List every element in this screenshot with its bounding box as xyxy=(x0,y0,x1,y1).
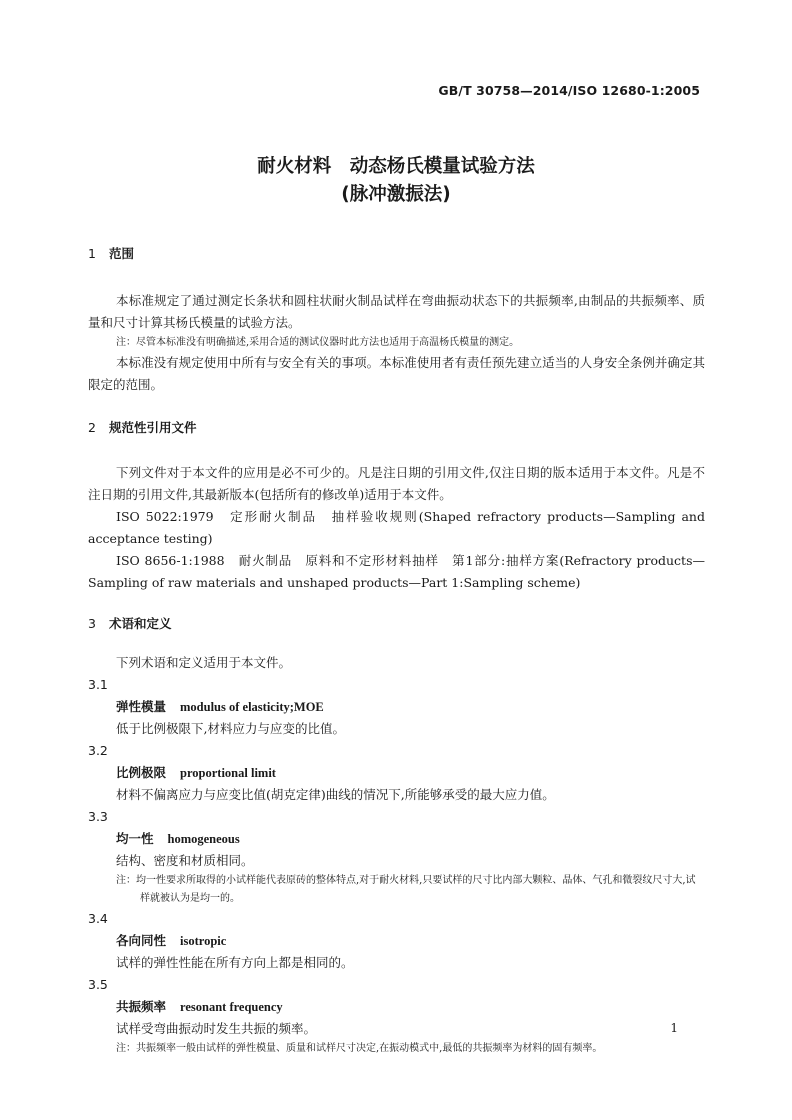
term-entry xyxy=(88,740,705,806)
section-title: 规范性引用文件 xyxy=(109,420,197,435)
document-subtitle: (脉冲激振法) xyxy=(341,184,451,205)
term-en: isotropic xyxy=(180,934,227,948)
term-definition: 试样的弹性性能在所有方向上都是相同的。 xyxy=(116,955,354,970)
scope-paragraph-1: 本标准规定了通过测定长条状和圆柱状耐火制品试样在弯曲振动状态下的共振频率,由制品的共振频率、质量和尺寸计算其杨氏模量的试验方法。 xyxy=(88,293,705,330)
term-note: 注：共振频率一般由试样的弹性模量、质量和试样尺寸决定,在振动模式中,最低的共振频率为材料的固有频率。 xyxy=(116,1043,603,1054)
section-number: 3 xyxy=(88,616,96,631)
scope-paragraph-2: 本标准没有规定使用中所有与安全有关的事项。本标准使用者有责任预先建立适当的人身安全条例并确定其限定的范围。 xyxy=(88,355,705,392)
section-number: 2 xyxy=(88,420,96,435)
reference-iso-8656: ISO 8656-1:1988 耐火制品 原料和不定形材料抽样 第1部分:抽样方案(Refractory products—Sampling of raw materials and unshaped products—Part 1:Sampling scheme) xyxy=(88,553,705,590)
term-zh: 共振频率 xyxy=(116,999,167,1014)
term-title xyxy=(88,828,705,850)
reference-iso-5022: ISO 5022:1979 定形耐火制品 抽样验收规则(Shaped refractory products—Sampling and acceptance testing) xyxy=(88,509,705,546)
section-heading-references xyxy=(88,418,705,436)
document-title: 耐火材料 动态杨氏模量试验方法 xyxy=(257,156,535,177)
document-body xyxy=(88,244,705,1058)
page-number: 1 xyxy=(670,1021,678,1035)
term-en: resonant frequency xyxy=(180,1000,283,1014)
term-title xyxy=(88,930,705,952)
term-number: 3.4 xyxy=(88,911,108,926)
term-number: 3.2 xyxy=(88,743,108,758)
term-title xyxy=(88,696,705,718)
term-number: 3.5 xyxy=(88,977,108,992)
term-number: 3.3 xyxy=(88,809,108,824)
term-definition: 结构、密度和材质相同。 xyxy=(116,853,254,868)
section-heading-terms xyxy=(88,614,705,632)
term-definition: 材料不偏离应力与应变比值(胡克定律)曲线的情况下,所能够承受的最大应力值。 xyxy=(116,787,555,802)
term-zh: 弹性模量 xyxy=(116,699,167,714)
terms-intro: 下列术语和定义适用于本文件。 xyxy=(116,655,292,670)
term-en: homogeneous xyxy=(167,832,240,846)
section-heading-scope xyxy=(88,244,705,262)
term-entry xyxy=(88,908,705,974)
term-entry xyxy=(88,674,705,740)
term-entry xyxy=(88,974,705,1058)
standard-code: GB/T 30758—2014/ISO 12680-1:2005 xyxy=(438,83,700,98)
term-title xyxy=(88,996,705,1018)
section-title: 范围 xyxy=(109,246,135,261)
term-definition: 试样受弯曲振动时发生共振的频率。 xyxy=(116,1021,317,1036)
term-definition: 低于比例极限下,材料应力与应变的比值。 xyxy=(116,721,345,736)
term-zh: 各向同性 xyxy=(116,933,167,948)
term-zh: 均一性 xyxy=(116,831,154,846)
term-en: proportional limit xyxy=(180,766,276,780)
term-title xyxy=(88,762,705,784)
term-zh: 比例极限 xyxy=(116,765,167,780)
term-number: 3.1 xyxy=(88,677,108,692)
section-number: 1 xyxy=(88,246,96,261)
references-paragraph: 下列文件对于本文件的应用是必不可少的。凡是注日期的引用文件,仅注日期的版本适用于本文件。凡是不注日期的引用文件,其最新版本(包括所有的修改单)适用于本文件。 xyxy=(88,465,705,502)
term-en: modulus of elasticity;MOE xyxy=(180,700,324,714)
term-entry xyxy=(88,806,705,908)
scope-note: 注：尽管本标准没有明确描述,采用合适的测试仪器时此方法也适用于高温杨氏模量的测定。 xyxy=(116,337,520,348)
term-note: 注：均一性要求所取得的小试样能代表原砖的整体特点,对于耐火材料,只要试样的尺寸比内部大颗粒、晶体、气孔和微裂纹尺寸大,试样就被认为是均一的。 xyxy=(116,875,696,904)
section-title: 术语和定义 xyxy=(109,616,172,631)
